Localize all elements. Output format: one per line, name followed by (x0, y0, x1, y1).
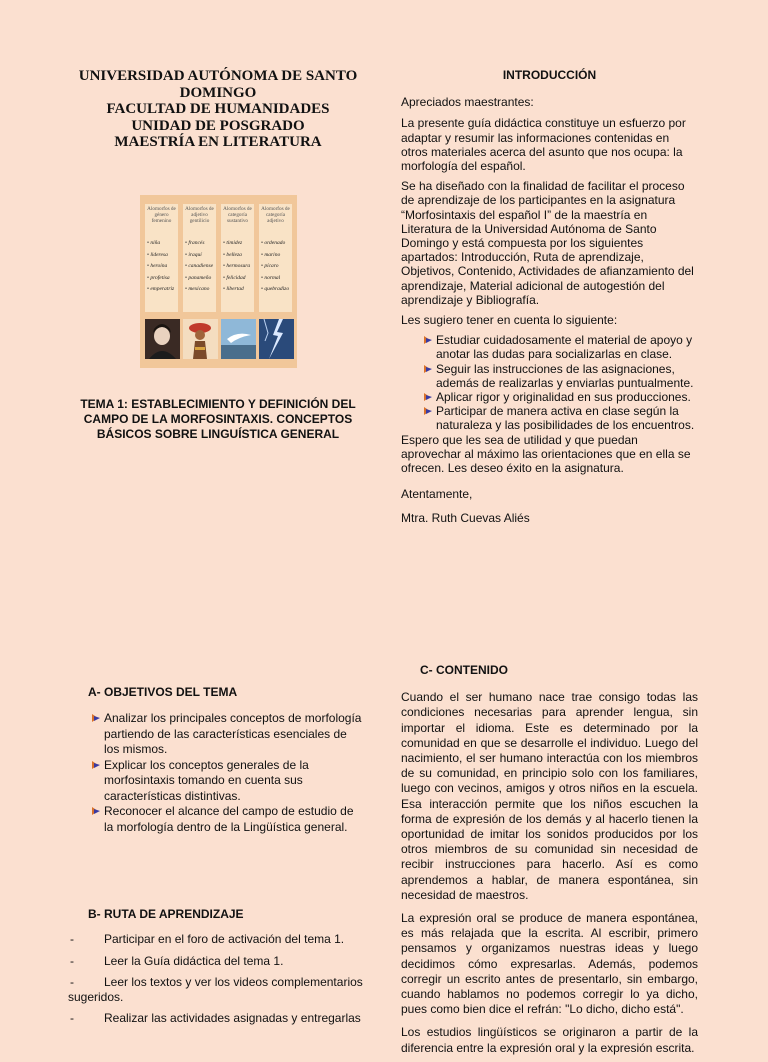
closing: Atentamente, (401, 487, 473, 502)
intro-paragraph-4: Espero que les sea de utilidad y que puedan aprovechar al máximo las orientaciones que en ella se ofrecen. Les deseo éxito en la asignatura. (401, 432, 691, 476)
list-item: - Leer los textos y ver los videos complementarios sugeridos. (68, 975, 363, 1004)
intro-paragraph-3: Les sugiero tener en cuenta lo siguiente: (401, 313, 618, 328)
list-item: Participar de manera activa en clase según la naturaleza y las posibilidades de los encuentros. (401, 404, 698, 432)
figure-word: • mexicano (185, 286, 210, 292)
figure-word: • hermosura (223, 263, 251, 269)
list-item: Aplicar rigor y originalidad en sus producciones. (401, 390, 698, 404)
header-line-program: MAESTRÍA EN LITERATURA (114, 134, 322, 150)
content-title: C- CONTENIDO (420, 663, 508, 677)
figure-word: • felicidad (223, 274, 246, 281)
figure-word: • francés (185, 240, 205, 246)
arrow-bullet-icon (91, 806, 101, 816)
figure-column-4 (259, 204, 292, 312)
arrow-bullet-icon (423, 364, 433, 374)
bird-sky-image (221, 319, 256, 359)
list-item: - Leer la Guía didáctica del tema 1. (70, 953, 284, 968)
figure-column-head: Alomorfos de categoría adjetivo (261, 206, 290, 224)
introduction-title: INTRODUCCIÓN (502, 68, 597, 82)
figure-word: • pícaro (261, 263, 279, 269)
university-header (68, 68, 368, 151)
content-paragraph-2: La expresión oral se produce de manera espontánea, es más relajada que la escrita. Al escribir, primero pensamos y organizamos nuestras ideas y luego decidimos cómo expresarlas. Además, podemos corregir un escrito antes de presentarlo, sin embargo, cuando hablamos no podemos corregir lo ya dicho, pues como bien dice el refrán: "Lo dicho, dicho está". (401, 911, 698, 1017)
figure-word: • canadiense (185, 263, 214, 269)
content-paragraph-3: Los estudios lingüísticos se originaron a partir de la diferencia entre la expresión oral y la expresión escrita. (401, 1025, 698, 1055)
figure-word: • timidez (223, 240, 243, 246)
list-item: Reconocer el alcance del campo de estudio de la morfología dentro de la Lingüística general. (69, 804, 363, 835)
figure-word: • heroína (147, 263, 168, 269)
dash-marker: - (70, 975, 74, 989)
list-item: - Realizar las actividades asignadas y entregarlas (70, 1011, 361, 1025)
introduction-section (401, 68, 698, 532)
list-item: Explicar los conceptos generales de la morfosintaxis tomando en cuenta sus características distintivas. (69, 758, 363, 805)
figure-word: • profetisa (147, 274, 170, 281)
list-item: Estudiar cuidadosamente el material de apoyo y anotar las dudas para socializarlas en clase. (401, 333, 698, 361)
allomorph-figure (140, 195, 297, 368)
dash-marker: - (70, 953, 74, 968)
arrow-bullet-icon (91, 760, 101, 770)
dash-marker: - (70, 1011, 74, 1025)
header-line-unit: UNIDAD DE POSGRADO (131, 117, 305, 134)
route-list (68, 932, 368, 1033)
intro-paragraph-2: Se ha diseñado con la finalidad de facilitar el proceso de aprendizaje de los participantes en la asignatura “Morfosintaxis del español I” de la maestría en Literatura de la Universidad Autónoma de Santo Domingo y está compuesta por los siguientes apartados: Introducción, Ruta de aprendizaje, Objetivos, Contenido, Actividades de afianzamiento del aprendizaje, Material adicional de autogestión del aprendizaje y Bibliografía. (401, 179, 694, 307)
figure-column-3 (221, 204, 254, 312)
figure-word: • marino (261, 251, 281, 258)
figure-column-1 (145, 204, 178, 312)
objectives-list (69, 711, 363, 835)
dash-marker: - (70, 932, 74, 946)
arrow-bullet-icon (423, 392, 433, 402)
list-item: Analizar los principales conceptos de morfología partiendo de las características esenciales de los mismos. (69, 711, 363, 758)
figure-word: • normal (261, 274, 281, 281)
figure-word: • belleza (223, 251, 242, 258)
topic-title: TEMA 1: ESTABLECIMIENTO Y DEFINICIÓN DEL CAMPO DE LA MORFOSINTAXIS. CONCEPTOS BÁSICOS SOBRE LINGUÍSTICA GENERAL (80, 397, 356, 441)
list-item: - Participar en el foro de activación del tema 1. (70, 932, 345, 946)
figure-word: • niña (147, 240, 161, 246)
figure-word: • panameño (185, 274, 212, 281)
figure-word: • ordenado (261, 240, 286, 246)
indigenous-figure-image (183, 319, 218, 359)
objectives-title: A- OBJETIVOS DEL TEMA (88, 685, 238, 699)
lightning-image (259, 319, 294, 359)
figure-word: • lideresa (147, 251, 168, 258)
figure-column-head: Alomorfos de categoría sustantivo (223, 206, 252, 224)
arrow-bullet-icon (423, 406, 433, 416)
portrait-woman-image (145, 319, 180, 359)
figure-word: • quebradizo (261, 286, 290, 292)
greeting: Apreciados maestrantes: (401, 95, 534, 110)
header-line-university: UNIVERSIDAD AUTÓNOMA DE SANTO DOMINGO (78, 68, 358, 101)
content-paragraph-1: Cuando el ser humano nace trae consigo todas las condiciones necesarias para aprender lengua, sin importar el idioma. Este es determinado por la comunidad en que se desarrolle el individuo. Luego del nacimiento, el ser humano interactúa con los miembros de su comunidad, en principio solo con los familiares, luego con vecinos, amigos y otros niños en la escuela. Esa interacción permite que los niños escuchen la forma de expresión de los demás y al hacerlo tienen la oportunidad de imitar los sonidos producidos por los otros miembros de su comunidad sin necesidad de recibir instrucciones para hacerlo. Así es como aprendemos a hablar, de manera espontánea, sin necesidad de maestros. (401, 690, 698, 902)
figure-word: • emperatriz (147, 286, 175, 292)
objectives-section (88, 685, 363, 835)
figure-column-head: Alomorfos de género femenino (147, 206, 176, 224)
arrow-bullet-icon (423, 335, 433, 345)
figure-column-head: Alomorfos de adjetivo gentilicio (185, 206, 214, 224)
signature: Mtra. Ruth Cuevas Aliés (401, 511, 530, 526)
intro-paragraph-1: La presente guía didáctica constituye un esfuerzo por adaptar y resumir las informaciones contenidas en otros materiales acerca del asunto que nos ocupa: la morfología del español. (401, 116, 686, 174)
figure-word: • libertad (223, 286, 244, 292)
list-item: Seguir las instrucciones de las asignaciones, además de realizarlas y enviarlas puntualmente. (401, 362, 698, 390)
content-section (401, 663, 698, 1062)
header-line-faculty: FACULTAD DE HUMANIDADES (106, 101, 330, 117)
figure-word: • iraquí (185, 251, 202, 258)
figure-column-2 (183, 204, 216, 312)
suggestion-list (401, 333, 698, 432)
arrow-bullet-icon (91, 713, 101, 723)
